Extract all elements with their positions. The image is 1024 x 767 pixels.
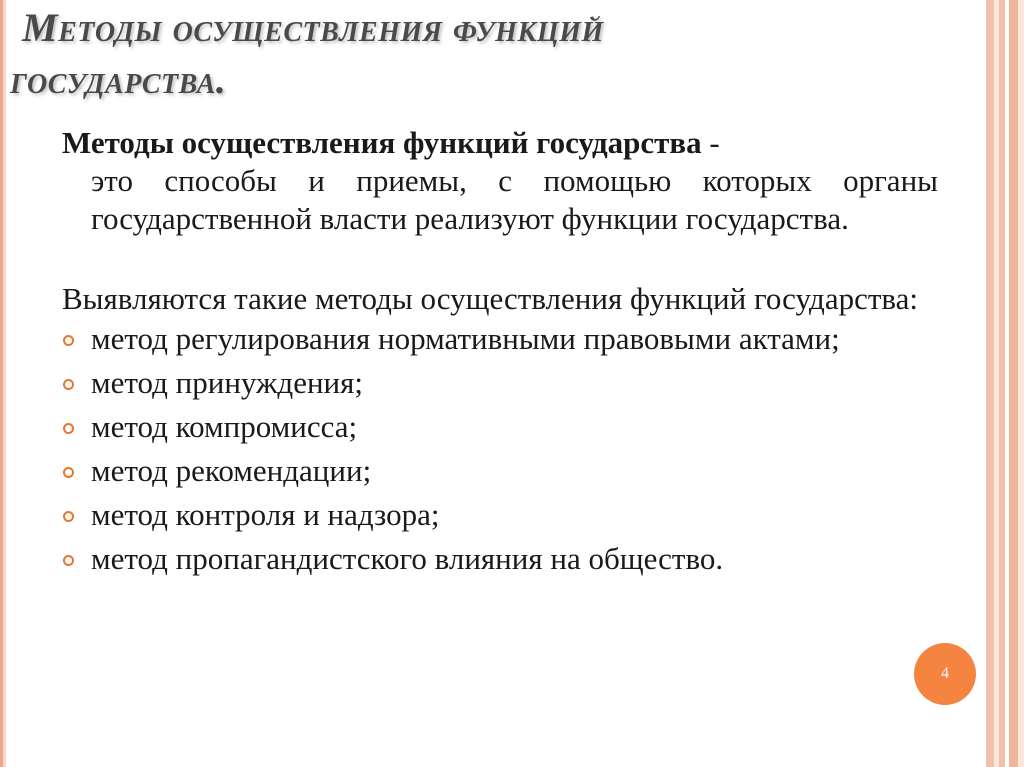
list-item xyxy=(62,454,938,488)
definition-term: Методы осуществления функций государства xyxy=(62,125,702,160)
methods-list xyxy=(62,322,938,576)
list-item-text: метод регулирования нормативными правовыми актами; xyxy=(91,321,840,356)
page-number-badge xyxy=(914,643,976,705)
slide-body xyxy=(62,124,938,586)
list-item xyxy=(62,498,938,532)
left-border-decoration xyxy=(0,0,6,767)
list-item-text: метод рекомендации; xyxy=(91,453,372,488)
bullet-ring-icon xyxy=(63,467,74,478)
page-number: 4 xyxy=(941,665,949,682)
bullet-ring-icon xyxy=(63,423,74,434)
list-item xyxy=(62,410,938,444)
list-item xyxy=(62,322,938,356)
slide-title xyxy=(10,2,910,106)
bullet-ring-icon xyxy=(63,555,74,566)
bullet-ring-icon xyxy=(63,511,74,522)
list-item-text: метод компромисса; xyxy=(91,409,358,444)
definition-dash: - xyxy=(701,125,720,160)
title-line-2: государства. xyxy=(10,57,227,102)
bullet-ring-icon xyxy=(63,379,74,390)
definition-paragraph xyxy=(62,124,938,238)
bullet-ring-icon xyxy=(63,335,74,346)
list-item-text: метод принуждения; xyxy=(91,365,364,400)
list-item-text: метод контроля и надзора; xyxy=(91,497,440,532)
list-item xyxy=(62,366,938,400)
list-item xyxy=(62,542,938,576)
methods-intro: Выявляются такие методы осуществления функций государства: xyxy=(62,281,918,316)
title-line-1: Методы осуществления функций xyxy=(22,5,604,50)
definition-text: это способы и приемы, с помощью которых органы государственной власти реализуют функции государства. xyxy=(91,163,938,236)
right-stripes-decoration xyxy=(982,0,1024,767)
list-item-text: метод пропагандистского влияния на общество. xyxy=(91,541,724,576)
